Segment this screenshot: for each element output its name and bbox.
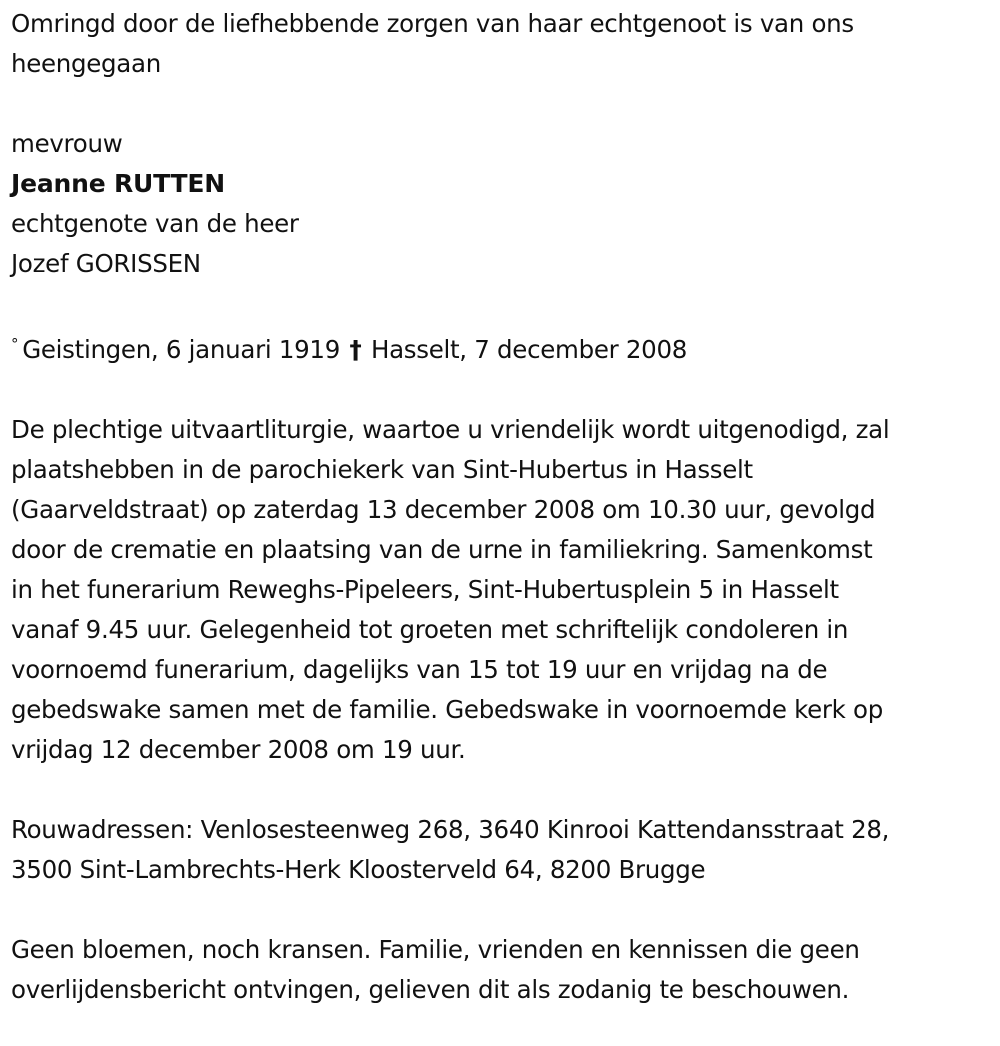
spouse-name: Jozef GORISSEN <box>11 249 201 278</box>
ceremony-line: vrijdag 12 december 2008 om 19 uur. <box>11 735 466 764</box>
spacer <box>11 770 1000 810</box>
ceremony-line: plaatshebben in de parochiekerk van Sint-Hubertus in Hasselt <box>11 455 753 484</box>
spacer <box>11 84 1000 124</box>
addresses-paragraph <box>11 810 1000 890</box>
ceremony-paragraph <box>11 410 1000 770</box>
ceremony-line: (Gaarveldstraat) op zaterdag 13 december 2008 om 10.30 uur, gevolgd <box>11 495 876 524</box>
intro-line: Omringd door de liefhebbende zorgen van haar echtgenoot is van ons <box>11 9 854 38</box>
address-line: 3500 Sint-Lambrechts-Herk Kloosterveld 64, 8200 Brugge <box>11 855 706 884</box>
ceremony-line: door de crematie en plaatsing van de urne in familiekring. Samenkomst <box>11 535 873 564</box>
deceased-relation: echtgenote van de heer <box>11 209 299 238</box>
dates-line <box>11 324 1000 370</box>
spacer <box>11 370 1000 410</box>
deceased-block <box>11 124 1000 284</box>
closing-paragraph <box>11 930 1000 1010</box>
closing-line: Geen bloemen, noch kransen. Familie, vrienden en kennissen die geen <box>11 935 860 964</box>
ceremony-line: vanaf 9.45 uur. Gelegenheid tot groeten met schriftelijk condoleren in <box>11 615 849 644</box>
spacer <box>11 890 1000 930</box>
death-date: Hasselt, 7 december 2008 <box>370 335 688 364</box>
ceremony-line: De plechtige uitvaartliturgie, waartoe u vriendelijk wordt uitgenodigd, zal <box>11 415 890 444</box>
intro-paragraph <box>11 4 1000 84</box>
death-cross-icon: † <box>349 335 362 364</box>
ceremony-line: gebedswake samen met de familie. Gebedswake in voornoemde kerk op <box>11 695 883 724</box>
closing-line: overlijdensbericht ontvingen, gelieven dit als zodanig te beschouwen. <box>11 975 850 1004</box>
deceased-name: Jeanne RUTTEN <box>11 169 226 198</box>
birth-symbol: ° <box>11 335 19 353</box>
intro-line: heengegaan <box>11 49 161 78</box>
spacer <box>11 284 1000 324</box>
birth-date: Geistingen, 6 januari 1919 <box>22 335 340 364</box>
address-line: Rouwadressen: Venlosesteenweg 268, 3640 Kinrooi Kattendansstraat 28, <box>11 815 890 844</box>
deceased-title: mevrouw <box>11 129 123 158</box>
ceremony-line: voornoemd funerarium, dagelijks van 15 tot 19 uur en vrijdag na de <box>11 655 828 684</box>
ceremony-line: in het funerarium Reweghs-Pipeleers, Sint-Hubertusplein 5 in Hasselt <box>11 575 839 604</box>
